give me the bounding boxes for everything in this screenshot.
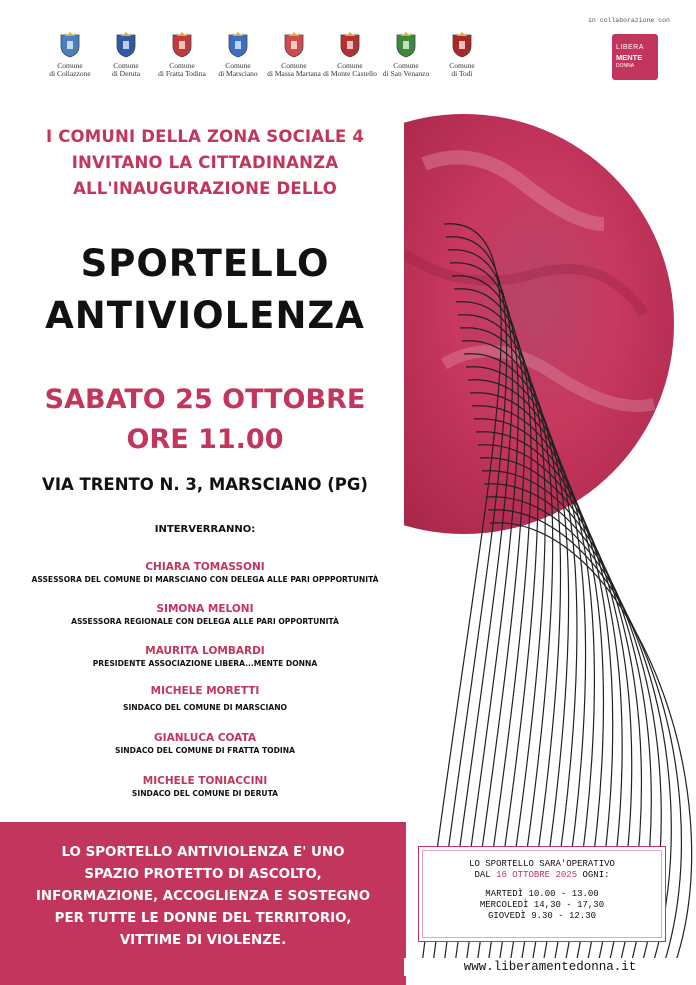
speaker-entry bbox=[0, 774, 410, 799]
speaker-role: PRESIDENTE ASSOCIAZIONE LIBERA...MENTE DONNA bbox=[92, 659, 318, 668]
info-panel-text bbox=[16, 842, 390, 952]
speaker-role: ASSESSORA REGIONALE CON DELEGA ALLE PARI OPPORTUNITÀ bbox=[71, 617, 339, 626]
municipality-label-line2: di San Venanzo bbox=[382, 69, 430, 78]
schedule-hours: MERCOLEDÌ 14,30 - 17,30 bbox=[479, 900, 605, 910]
speaker-entry bbox=[0, 731, 410, 756]
invitation-text bbox=[20, 124, 390, 202]
schedule-box-inner bbox=[422, 850, 662, 938]
municipality-logo bbox=[40, 28, 100, 78]
schedule-intro: LO SPORTELLO SARA'OPERATIVO bbox=[469, 859, 615, 869]
municipality-label-line2: di Todi bbox=[451, 69, 473, 78]
municipality-label-line2: di Massa Martana bbox=[267, 69, 321, 78]
fratta-todina-crest-icon bbox=[171, 32, 193, 58]
page-title bbox=[20, 238, 390, 342]
municipality-label-line2: di Deruta bbox=[111, 69, 141, 78]
speaker-name: MAURITA LOMBARDI bbox=[145, 645, 265, 657]
municipality-logo bbox=[376, 28, 436, 78]
speaker-entry bbox=[0, 684, 410, 713]
association-logo-dots-icon: •• bbox=[650, 56, 658, 67]
schedule-hours: MARTEDÌ 10.00 - 13.00 bbox=[485, 889, 599, 899]
speaker-role: SINDACO DEL COMUNE DI MARSCIANO bbox=[122, 703, 288, 712]
monte-castello-crest-icon bbox=[339, 32, 361, 58]
municipality-label-line2: di Monte Castello bbox=[323, 69, 377, 78]
speaker-entry bbox=[0, 560, 410, 585]
schedule-start-date: 16 OTTOBRE 2025 bbox=[496, 870, 578, 880]
event-address: VIA TRENTO N. 3, MARSCIANO (PG) bbox=[42, 475, 368, 494]
deruta-crest-icon bbox=[115, 32, 137, 58]
municipality-logo bbox=[320, 28, 380, 78]
info-line: INFORMAZIONE, ACCOGLIENZA E SOSTEGNO bbox=[35, 889, 371, 904]
info-line: LO SPORTELLO ANTIVIOLENZA E' UNO bbox=[61, 845, 345, 860]
municipality-label-line1: Comune bbox=[225, 61, 251, 70]
marsciano-crest-icon bbox=[227, 32, 249, 58]
event-datetime bbox=[20, 380, 390, 460]
municipality-label-line1: Comune bbox=[113, 61, 139, 70]
municipality-logo bbox=[264, 28, 324, 78]
todi-crest-icon bbox=[451, 32, 473, 58]
association-logo-line1: LIBERA bbox=[616, 44, 644, 51]
municipality-logo bbox=[208, 28, 268, 78]
invitation-line: I COMUNI DELLA ZONA SOCIALE 4 bbox=[45, 127, 365, 146]
municipality-label-line1: Comune bbox=[393, 61, 419, 70]
municipality-logos bbox=[40, 28, 490, 88]
website-link[interactable]: www.liberamentedonna.it bbox=[404, 958, 696, 976]
speaker-name: MICHELE TONIACCINI bbox=[142, 775, 268, 787]
info-line: VITTIME DI VIOLENZE. bbox=[119, 933, 287, 948]
schedule-start bbox=[423, 870, 661, 881]
info-line: PER TUTTE LE DONNE DEL TERRITORIO, bbox=[54, 911, 352, 926]
invitation-line: INVITANO LA CITTADINANZA bbox=[71, 153, 339, 172]
speaker-name: CHIARA TOMASSONI bbox=[145, 561, 265, 573]
schedule-box bbox=[418, 846, 666, 942]
municipality-label-line2: di Fratta Todina bbox=[158, 69, 206, 78]
association-logo-line2: MENTE bbox=[616, 53, 643, 62]
schedule-hours: GIOVEDÌ 9.30 - 12.30 bbox=[487, 911, 597, 921]
speaker-name: MICHELE MORETTI bbox=[150, 685, 260, 697]
association-logo-line3: DONNA bbox=[616, 63, 635, 69]
municipality-label-line1: Comune bbox=[449, 61, 475, 70]
event-time: ORE 11.00 bbox=[126, 424, 284, 455]
municipality-label-line2: di Marsciano bbox=[218, 69, 258, 78]
municipality-label-line2: di Collazzone bbox=[49, 69, 91, 78]
municipality-logo bbox=[96, 28, 156, 78]
municipality-logo bbox=[432, 28, 492, 78]
speaker-entry bbox=[0, 644, 410, 669]
municipality-label-line1: Comune bbox=[337, 61, 363, 70]
speaker-name: GIANLUCA COATA bbox=[154, 732, 256, 744]
massa-martana-crest-icon bbox=[283, 32, 305, 58]
info-panel bbox=[0, 822, 406, 985]
invitation-line: ALL'INAUGURAZIONE DELLO bbox=[73, 179, 337, 198]
schedule-start-prefix: DAL bbox=[474, 870, 491, 880]
municipality-label-line1: Comune bbox=[281, 61, 307, 70]
title-line: ANTIVIOLENZA bbox=[45, 294, 365, 337]
speaker-role: SINDACO DEL COMUNE DI FRATTA TODINA bbox=[115, 746, 295, 755]
collaboration-label: in collaborazione con bbox=[588, 17, 670, 24]
municipality-label-line1: Comune bbox=[57, 61, 83, 70]
schedule-start-suffix: OGNI: bbox=[582, 870, 610, 880]
san-venanzo-crest-icon bbox=[395, 32, 417, 58]
municipality-logo bbox=[152, 28, 212, 78]
title-line: SPORTELLO bbox=[80, 242, 330, 285]
info-line: SPAZIO PROTETTO DI ASCOLTO, bbox=[84, 867, 322, 882]
event-date: SABATO 25 OTTOBRE bbox=[44, 384, 366, 415]
municipality-label-line1: Comune bbox=[169, 61, 195, 70]
speakers-heading: INTERVERRANNO: bbox=[154, 524, 256, 535]
speaker-name: SIMONA MELONI bbox=[156, 603, 254, 615]
collazzone-crest-icon bbox=[59, 32, 81, 58]
speaker-entry bbox=[0, 602, 410, 627]
speaker-role: ASSESSORA DEL COMUNE DI MARSCIANO CON DELEGA ALLE PARI OPPPORTUNITÀ bbox=[31, 575, 379, 584]
speaker-role: SINDACO DEL COMUNE DI DERUTA bbox=[131, 789, 279, 798]
